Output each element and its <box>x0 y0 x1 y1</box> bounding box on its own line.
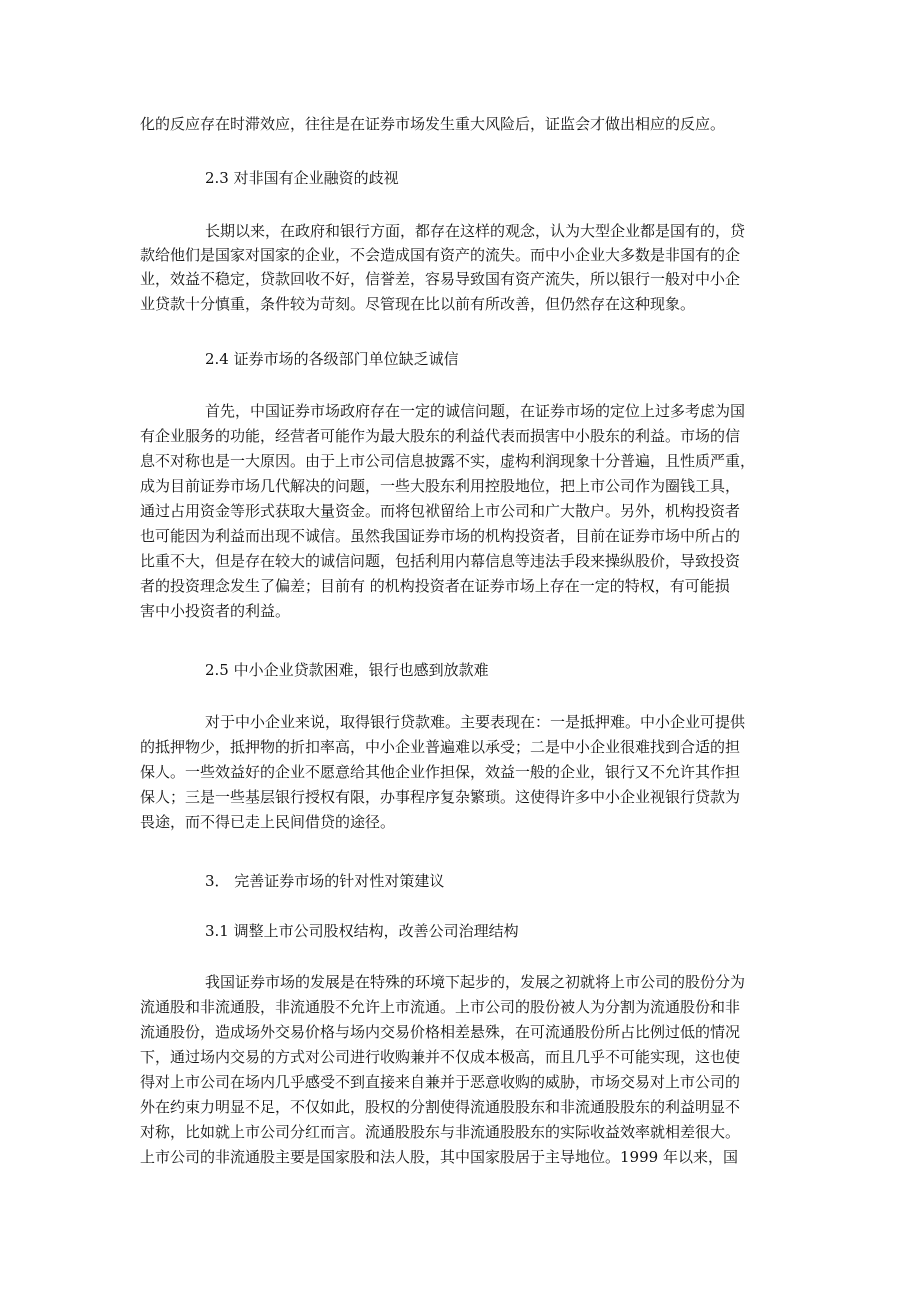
paragraph-line: 息不对称也是一大原因。由于上市公司信息披露不实，虚构利润现象十分普遍，且性质严重， <box>140 452 756 470</box>
paragraph-line: 化的反应存在时滞效应，往往是在证券市场发生重大风险后，证监会才做出相应的反应。 <box>140 115 726 133</box>
paragraph-line: 业贷款十分慎重，条件较为苛刻。尽管现在比以前有所改善，但仍然存在这种现象。 <box>140 295 696 313</box>
paragraph-line: 上市公司的非流通股主要是国家股和法人股，其中国家股居于主导地位。1999 年以来，国 <box>140 1148 738 1166</box>
paragraph-line: 成为目前证券市场几代解决的问题，一些大股东利用控股地位，把上市公司作为圈钱工具， <box>140 477 741 495</box>
section-heading-3: 3． 完善证券市场的针对性对策建议 <box>205 872 445 890</box>
paragraph-line: 对称，比如就上市公司分红而言。流通股股东与非流通股股东的实际收益效率就相差很大。 <box>140 1123 741 1141</box>
paragraph-line: 下，通过场内交易的方式对公司进行收购兼并不仅成本极高，而且几乎不可能实现，这也使 <box>140 1048 741 1066</box>
paragraph-line: 长期以来，在政府和银行方面，都存在这样的观念，认为大型企业都是国有的，贷 <box>205 222 746 240</box>
section-heading-2-4: 2.4 证券市场的各级部门单位缺乏诚信 <box>205 350 459 368</box>
paragraph-line: 保人；三是一些基层银行授权有限，办事程序复杂繁琐。这使得许多中小企业视银行贷款为 <box>140 788 741 806</box>
paragraph-line: 业，效益不稳定，贷款回收不好，信誉差，容易导致国有资产流失，所以银行一般对中小企 <box>140 270 741 288</box>
paragraph-line: 通过占用资金等形式获取大量资金。而将包袱留给上市公司和广大散户。另外，机构投资者 <box>140 502 741 520</box>
paragraph-line: 流通股和非流通股，非流通股不允许上市流通。上市公司的股份被人为分割为流通股份和非 <box>140 998 741 1016</box>
paragraph-line: 对于中小企业来说，取得银行贷款难。主要表现在：一是抵押难。中小企业可提供 <box>205 713 746 731</box>
paragraph-line: 外在约束力明显不足，不仅如此，股权的分割使得流通股股东和非流通股股东的利益明显不 <box>140 1098 741 1116</box>
paragraph-line: 的抵押物少，抵押物的折扣率高，中小企业普遍难以承受；二是中小企业很难找到合适的担 <box>140 738 741 756</box>
paragraph-line: 得对上市公司在场内几乎感受不到直接来自兼并于恶意收购的威胁，市场交易对上市公司的 <box>140 1073 741 1091</box>
paragraph-line: 畏途，而不得已走上民间借贷的途径。 <box>140 813 396 831</box>
section-heading-3-1: 3.1 调整上市公司股权结构，改善公司治理结构 <box>205 922 519 940</box>
paragraph-line: 保人。一些效益好的企业不愿意给其他企业作担保，效益一般的企业，银行又不允许其作担 <box>140 763 741 781</box>
paragraph-line: 款给他们是国家对国家的企业，不会造成国有资产的流失。而中小企业大多数是非国有的企 <box>140 246 741 264</box>
section-heading-2-3: 2.3 对非国有企业融资的歧视 <box>205 169 399 187</box>
paragraph-line: 流通股份，造成场外交易价格与场内交易价格相差悬殊，在可流通股份所占比例过低的情况 <box>140 1023 741 1041</box>
paragraph-line: 害中小投资者的利益。 <box>140 602 291 620</box>
paragraph-line: 有企业服务的功能，经营者可能作为最大股东的利益代表而损害中小股东的利益。市场的信 <box>140 427 741 445</box>
section-heading-2-5: 2.5 中小企业贷款困难，银行也感到放款难 <box>205 661 489 679</box>
paragraph-line: 比重不大，但是存在较大的诚信问题，包括利用内幕信息等违法手段来操纵股价，导致投资 <box>140 552 741 570</box>
paragraph-line: 我国证券市场的发展是在特殊的环境下起步的，发展之初就将上市公司的股份分为 <box>205 973 746 991</box>
paragraph-line: 者的投资理念发生了偏差；目前有 的机构投资者在证券市场上存在一定的特权，有可能损 <box>140 577 730 595</box>
paragraph-line: 也可能因为利益而出现不诚信。虽然我国证券市场的机构投资者，目前在证券市场中所占的 <box>140 527 741 545</box>
paragraph-line: 首先，中国证券市场政府存在一定的诚信问题，在证券市场的定位上过多考虑为国 <box>205 402 746 420</box>
